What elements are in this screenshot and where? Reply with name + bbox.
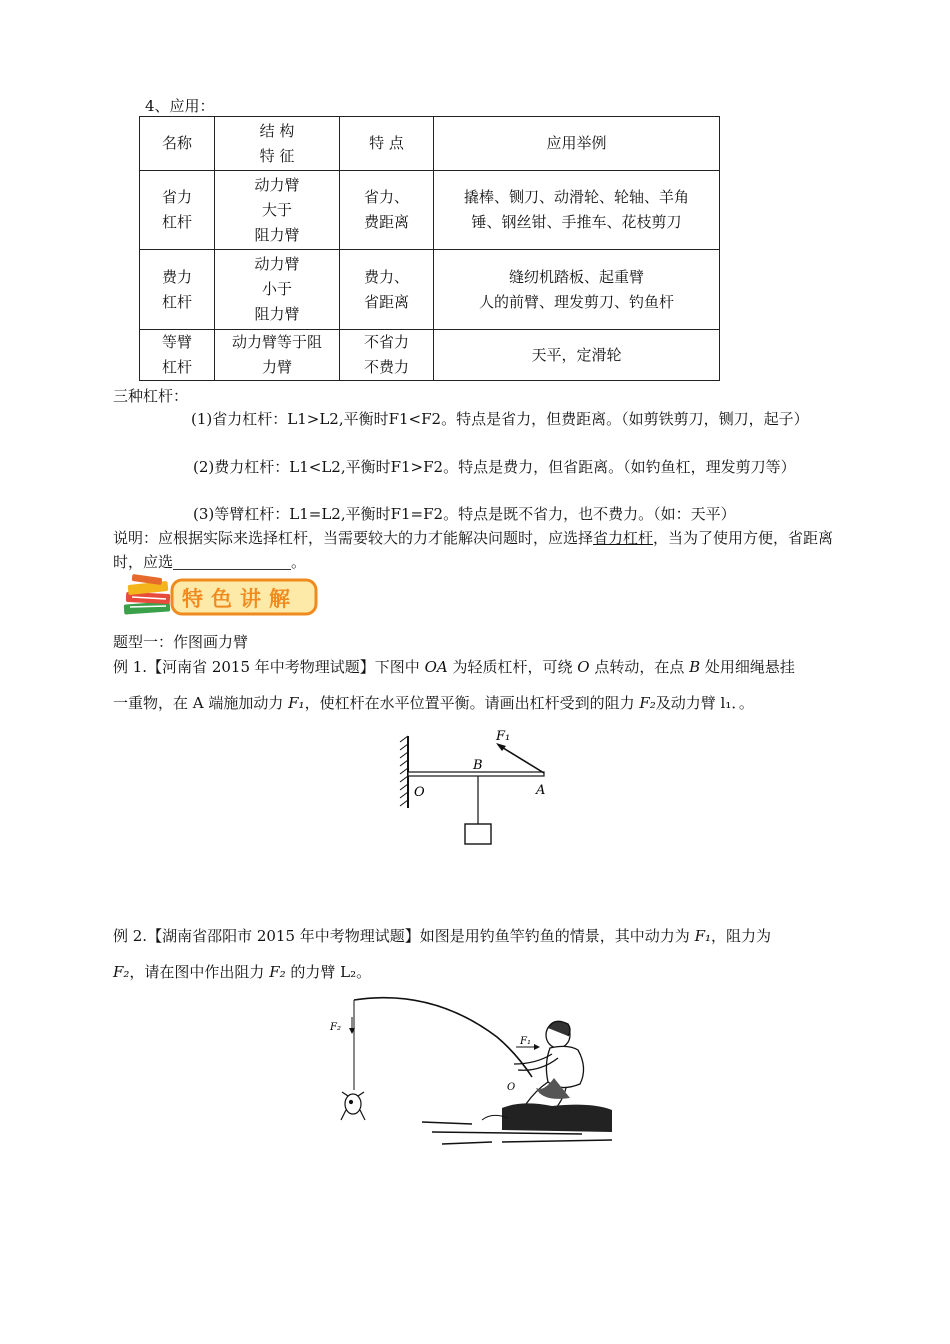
text-span: 的力臂 L₂。 <box>285 963 372 981</box>
table-cell: 动力臂 小于 阻力臂 <box>215 250 340 330</box>
lever-item-3: (3)等臂杠杆：L1=L2,平衡时F1=F2。特点是既不省力，也不费力。（如：天平） <box>193 505 736 523</box>
table-cell: 动力臂等于阻 力臂 <box>215 330 340 381</box>
note-text: ，当为了使用方便，省距离时，应选 <box>113 529 834 571</box>
text-span: ，使杠杆在水平位置平衡。请画出杠杆受到的阻力 <box>304 694 640 712</box>
three-levers-title: 三种杠杆： <box>113 387 189 405</box>
text-span: 处用细绳悬挂 <box>700 658 795 676</box>
text-span: F₂ <box>639 694 656 712</box>
text-span: F₂ <box>269 963 286 981</box>
table-header-row <box>140 117 720 171</box>
question-type: 题型一：作图画力臂 <box>113 633 249 651</box>
text-span: OA <box>424 658 448 676</box>
lever-item-1: (1)省力杠杆：L1>L2,平衡时F1<F2。特点是省力，但费距离。（如剪铁剪刀，铡刀，起子） <box>191 410 809 428</box>
banner-title: 特色讲解 <box>182 587 298 611</box>
table-row <box>140 171 720 250</box>
header-cell: 结 构 特 征 <box>215 117 340 171</box>
label-f1: F₁ <box>496 729 511 744</box>
table-cell: 费力、 省距离 <box>340 250 434 330</box>
feature-banner <box>120 573 320 621</box>
label-o: O <box>414 785 425 800</box>
note-text: 说明：应根据实际来选择杠杆，当需要较大的力才能解决问题时，应选择 <box>113 529 594 547</box>
header-cell: 特 点 <box>340 117 434 171</box>
text-span: 例 1.【河南省 2015 年中考物理试题】下图中 <box>113 658 425 676</box>
label-f2: F₂ <box>330 1022 341 1033</box>
text-span: 例 2.【湖南省邵阳市 2015 年中考物理试题】如图是用钓鱼竿钓鱼的情景，其中动力为 <box>113 927 695 945</box>
lever-note <box>113 526 838 574</box>
text-span: ，请在图中作出阻力 <box>129 963 270 981</box>
table-cell: 不省力 不费力 <box>340 330 434 381</box>
text-span: 及动力臂 l₁．。 <box>655 694 754 712</box>
table-cell: 省力 杠杆 <box>140 171 215 250</box>
text-span: 为轻质杠杆，可绕 <box>447 658 578 676</box>
table-row <box>140 250 720 330</box>
note-underlined-answer: 省力杠杆 <box>593 529 654 547</box>
table-cell: 动力臂 大于 阻力臂 <box>215 171 340 250</box>
text-span: F₂ <box>113 963 130 981</box>
fishing-figure <box>322 992 617 1152</box>
note-end: 。 <box>291 553 307 571</box>
label-o: O <box>507 1082 516 1093</box>
header-cell: 应用举例 <box>434 117 720 171</box>
text-span: B <box>689 658 701 676</box>
table-cell: 等臂 杠杆 <box>140 330 215 381</box>
lever-application-table <box>139 116 720 381</box>
example-1-line-1 <box>113 655 838 679</box>
section-heading: 4、应用： <box>145 97 215 115</box>
text-span: F₁ <box>288 694 305 712</box>
answer-blank <box>173 553 291 570</box>
text-span: 一重物，在 A 端施加动力 <box>113 694 289 712</box>
example-2-line-2 <box>113 960 838 984</box>
text-span: O <box>577 658 590 676</box>
label-f1: F₁ <box>520 1036 531 1047</box>
lever-item-2: (2)费力杠杆：L1<L2,平衡时F1>F2。特点是费力，但省距离。（如钓鱼杠，理发剪刀等） <box>193 458 796 476</box>
table-cell: 缝纫机踏板、起重臂 人的前臂、理发剪刀、钓鱼杆 <box>434 250 720 330</box>
table-cell: 费力 杠杆 <box>140 250 215 330</box>
label-a: A <box>536 783 546 798</box>
text-span: F₁ <box>694 927 711 945</box>
table-row <box>140 330 720 381</box>
text-span: ，阻力为 <box>710 927 771 945</box>
table-cell: 省力、 费距离 <box>340 171 434 250</box>
table-cell: 天平，定滑轮 <box>434 330 720 381</box>
header-cell: 名称 <box>140 117 215 171</box>
text-span: 点转动，在点 <box>589 658 690 676</box>
lever-figure <box>396 726 566 848</box>
example-1-line-2 <box>113 691 838 715</box>
table-cell: 撬棒、铡刀、动滑轮、轮轴、羊角 锤、钢丝钳、手推车、花枝剪刀 <box>434 171 720 250</box>
label-b: B <box>473 758 483 773</box>
example-2-line-1 <box>113 924 838 948</box>
